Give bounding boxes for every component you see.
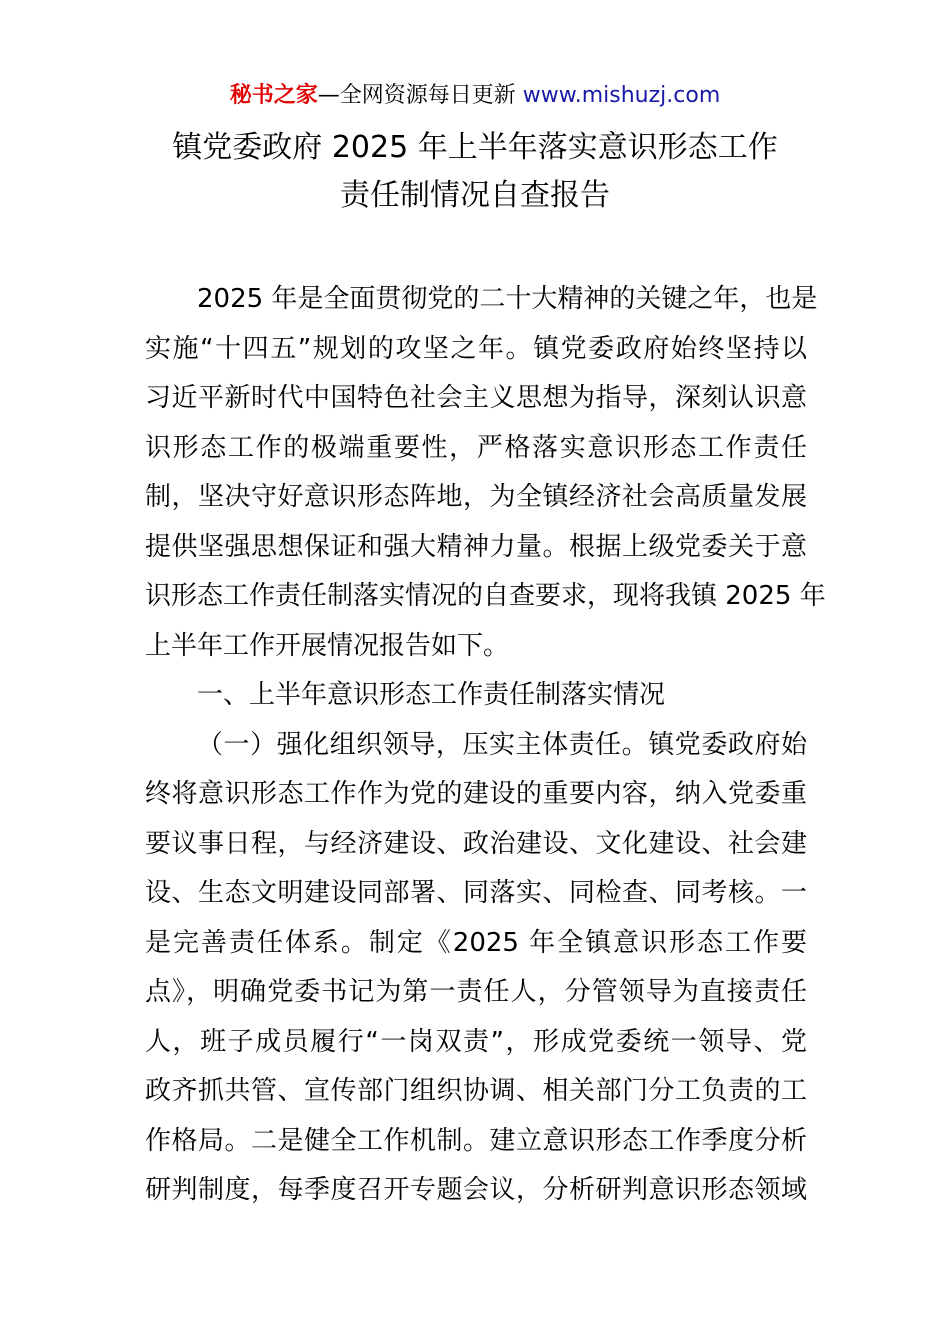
body-line: 2025 年是全面贯彻党的二十大精神的关键之年，也是	[197, 284, 818, 314]
body-line: 终将意识形态工作作为党的建设的重要内容，纳入党委重	[145, 779, 807, 809]
body-line: 是完善责任体系。制定《2025 年全镇意识形态工作要	[145, 927, 807, 958]
body-line: 设、生态文明建设同部署、同落实、同检查、同考核。一	[145, 878, 807, 908]
document-body	[145, 275, 826, 1216]
body-line: 研判制度，每季度召开专题会议，分析研判意识形态领域	[145, 1175, 807, 1205]
body-line: 识形态工作的极端重要性，严格落实意识形态工作责任	[145, 432, 807, 463]
body-line: （一）强化组织领导，压实主体责任。镇党委政府始	[197, 729, 807, 760]
site-url-link[interactable]: www.mishuzj.com	[522, 83, 721, 108]
body-line: 习近平新时代中国特色社会主义思想为指导，深刻认识意	[145, 383, 807, 413]
body-line: 实施“十四五”规划的攻坚之年。镇党委政府始终坚持以	[145, 333, 807, 364]
title-line-2: 责任制情况自查报告	[340, 178, 610, 213]
body-line: 要议事日程，与经济建设、政治建设、文化建设、社会建	[145, 828, 807, 859]
body-line: 作格局。二是健全工作机制。建立意识形态工作季度分析	[145, 1125, 807, 1156]
body-line: 识形态工作责任制落实情况的自查要求，现将我镇 2025 年	[145, 581, 826, 611]
section-heading: 一、上半年意识形态工作责任制落实情况	[197, 680, 666, 710]
header-tagline: —全网资源每日更新	[317, 83, 523, 108]
body-line: 提供坚强思想保证和强大精神力量。根据上级党委关于意	[145, 531, 807, 562]
brand-name: 秘书之家	[229, 83, 318, 108]
body-line: 政齐抓共管、宣传部门组织协调、相关部门分工负责的工	[145, 1076, 807, 1106]
document-title	[0, 124, 950, 220]
title-line-1: 镇党委政府 2025 年上半年落实意识形态工作	[172, 130, 778, 165]
site-header	[0, 80, 950, 112]
body-line: 点》，明确党委书记为第一责任人，分管领导为直接责任	[145, 977, 807, 1007]
body-line: 上半年工作开展情况报告如下。	[145, 630, 510, 661]
body-line: 人，班子成员履行“一岗双责”，形成党委统一领导、党	[145, 1026, 807, 1057]
body-line: 制，坚决守好意识形态阵地，为全镇经济社会高质量发展	[145, 482, 807, 512]
